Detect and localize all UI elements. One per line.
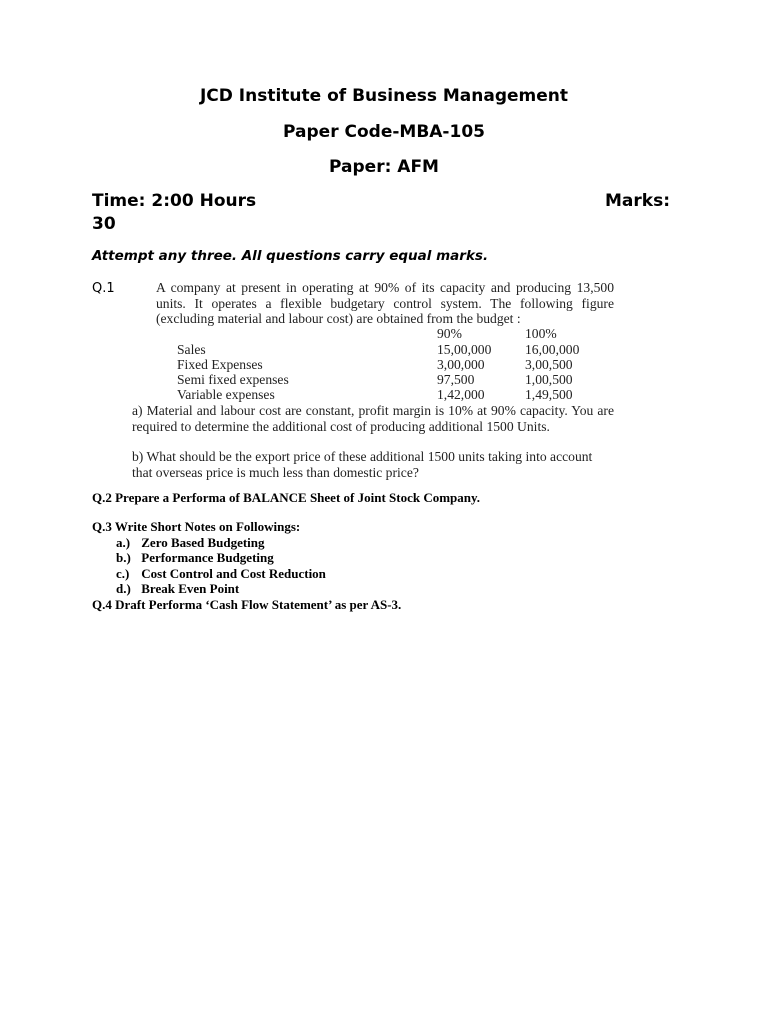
q3-item-text: Zero Based Budgeting	[141, 535, 265, 550]
paper-name: Paper: AFM	[329, 157, 439, 177]
q3-item-label: c.)	[116, 566, 130, 581]
q3-title: Q.3 Write Short Notes on Followings:	[92, 519, 301, 534]
q3-item-text: Performance Budgeting	[141, 550, 274, 565]
q1-row-label: Sales	[177, 342, 206, 357]
q1-part-a: a) Material and labour cost are constant, profit margin is 10% at 90% capacity. You are required to determine the additional cost of producing additional 1500 Units.	[132, 403, 614, 434]
q1-intro: A company at present in operating at 90% of its capacity and producing 13,500 units. It operates a flexible budgetary control system. The following figure (excluding material and labour cost) are obtained from the budget :	[156, 280, 614, 326]
q2-text: Q.2 Prepare a Performa of BALANCE Sheet of Joint Stock Company.	[92, 490, 481, 505]
q3-item-text: Break Even Point	[141, 581, 240, 596]
q1-row-value-90: 97,500	[437, 372, 475, 387]
q1-row-value-90: 3,00,000	[437, 357, 485, 372]
q1-part-b: b) What should be the export price of these additional 1500 units taking into account that overseas price is much less than domestic price?	[132, 449, 593, 480]
q1-row-value-90: 15,00,000	[437, 342, 492, 357]
q1-row-label: Fixed Expenses	[177, 357, 263, 372]
q1-row-label: Variable expenses	[177, 387, 275, 402]
q3-item	[116, 581, 239, 597]
marks-label: Marks:	[605, 191, 670, 211]
q1-row-label: Semi fixed expenses	[177, 372, 289, 387]
q1-row-value-100: 3,00,500	[525, 357, 573, 372]
q1-table-header-100: 100%	[525, 326, 557, 341]
q4-text: Q.4 Draft Performa ‘Cash Flow Statement’ as per AS-3.	[92, 597, 402, 612]
marks-value: 30	[92, 214, 116, 234]
q3-item-label: d.)	[116, 581, 131, 596]
institute-title: JCD Institute of Business Management	[199, 86, 569, 106]
q3-item	[116, 550, 274, 566]
paper-code: Paper Code-MBA-105	[283, 122, 485, 142]
q3-item-text: Cost Control and Cost Reduction	[141, 566, 326, 581]
exam-time: Time: 2:00 Hours	[92, 191, 257, 211]
q1-row-value-100: 1,00,500	[525, 372, 573, 387]
q1-row-value-100: 16,00,000	[525, 342, 580, 357]
q3-item-label: a.)	[116, 535, 131, 550]
exam-instruction: Attempt any three. All questions carry equal marks.	[92, 248, 489, 264]
q1-row-value-100: 1,49,500	[525, 387, 573, 402]
q1-row-value-90: 1,42,000	[437, 387, 485, 402]
q3-item	[116, 535, 265, 551]
q1-table-header-90: 90%	[437, 326, 462, 341]
q3-item	[116, 566, 326, 582]
q3-item-label: b.)	[116, 550, 131, 565]
q1-number: Q.1	[92, 281, 115, 296]
